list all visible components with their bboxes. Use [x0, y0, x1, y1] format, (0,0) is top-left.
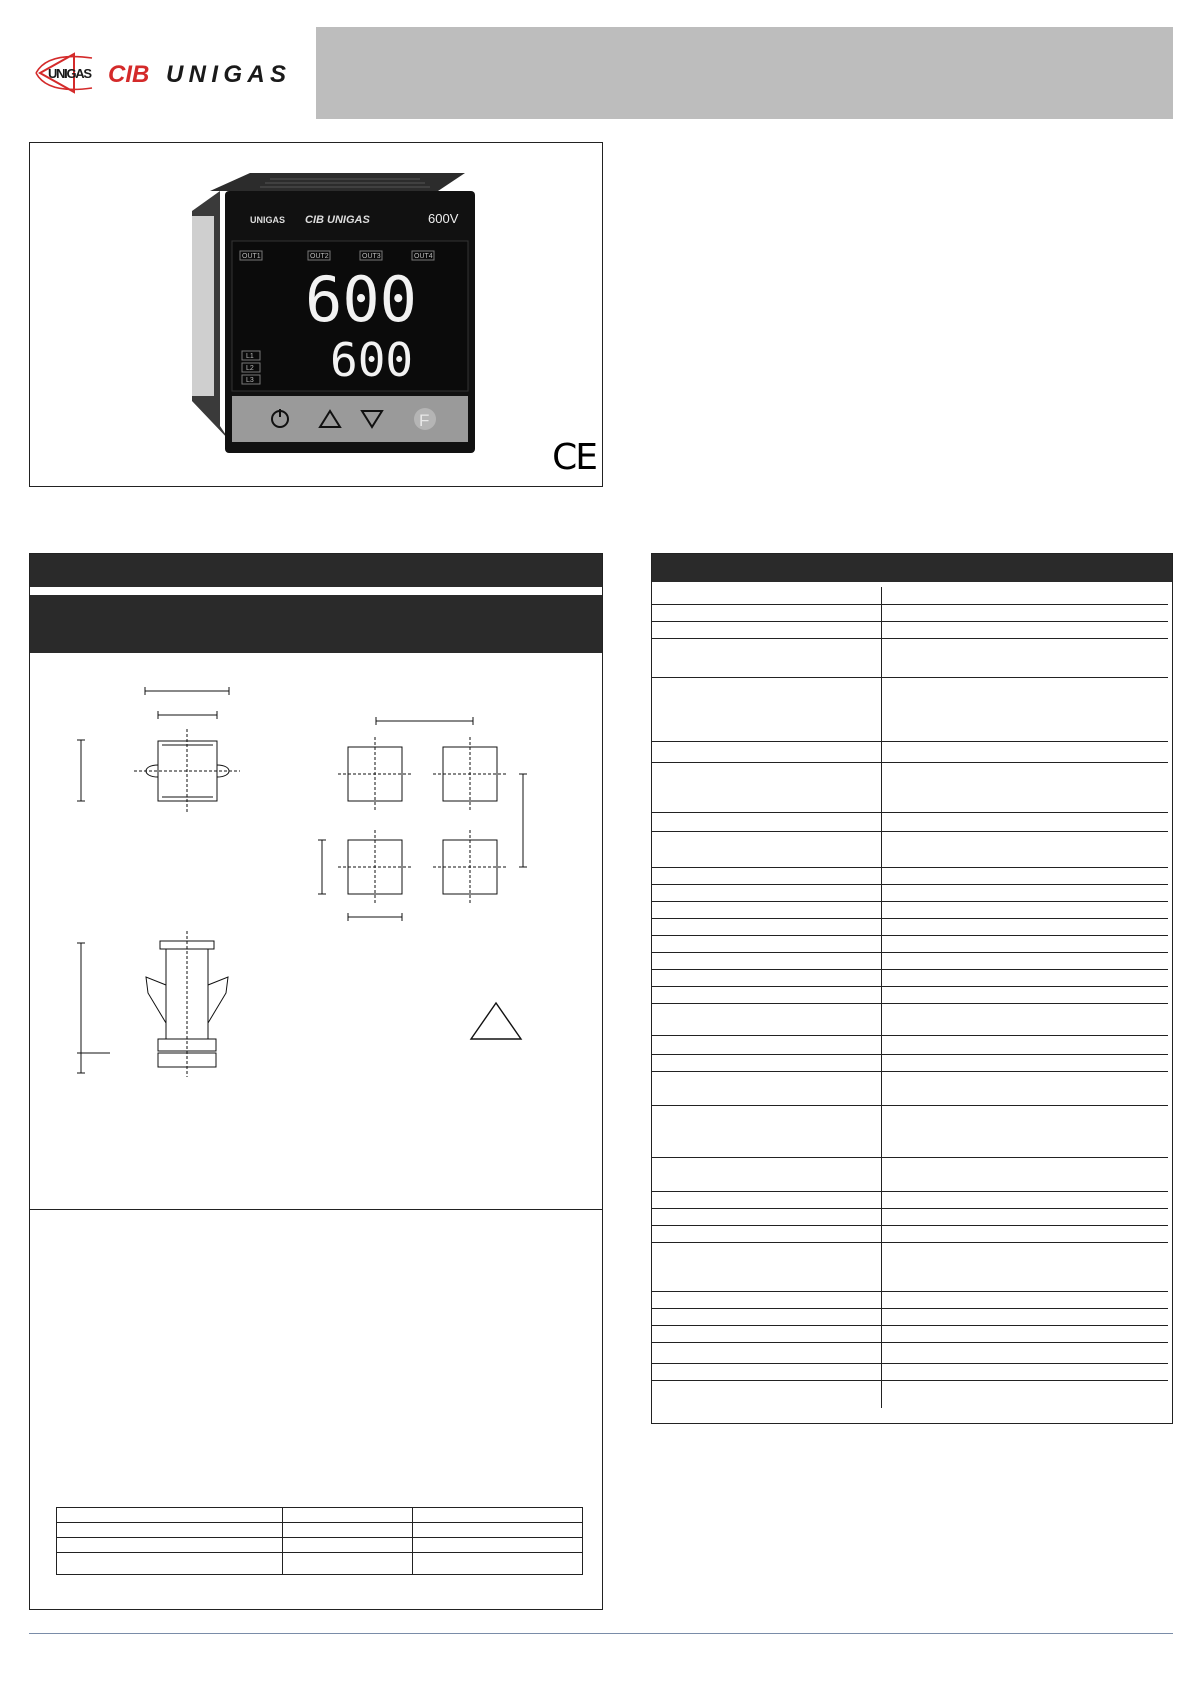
table-row [652, 1105, 1168, 1157]
table-row [652, 1035, 1168, 1054]
controller-600v-photo [190, 171, 480, 461]
cib-unigas-logo [34, 50, 290, 96]
svg-text:OUT4: OUT4 [414, 253, 433, 260]
logo-cib-text: CIB [108, 61, 150, 88]
table-row [652, 1071, 1168, 1105]
table-row [57, 1523, 583, 1538]
table-row [652, 969, 1168, 986]
table-row [652, 812, 1168, 831]
table-row [652, 1380, 1168, 1408]
table-row [652, 1003, 1168, 1035]
table-row [652, 604, 1168, 621]
panel-divider [30, 1209, 602, 1210]
svg-text:OUT2: OUT2 [310, 253, 329, 260]
table-row [57, 1553, 583, 1575]
svg-text:F: F [419, 411, 430, 430]
subsection-header-bar [30, 595, 602, 653]
footer-rule [29, 1633, 1173, 1634]
svg-text:UNIGAS: UNIGAS [250, 215, 286, 225]
table-row [652, 884, 1168, 901]
table-row [652, 1208, 1168, 1225]
table-row [652, 918, 1168, 935]
table-row [652, 1157, 1168, 1191]
table-row [652, 986, 1168, 1003]
table-row [652, 587, 1168, 604]
table-row [652, 621, 1168, 638]
table-row [652, 762, 1168, 812]
table-row [652, 935, 1168, 952]
table-row [652, 867, 1168, 884]
specifications-panel [651, 553, 1173, 1424]
dimension-drawings [30, 653, 602, 1111]
table-row [652, 741, 1168, 762]
display-bottom: 600 [330, 333, 414, 387]
spec-header-bar [652, 554, 1172, 582]
table-row [57, 1538, 583, 1553]
svg-text:OUT3: OUT3 [362, 253, 381, 260]
product-photo-box [29, 142, 603, 487]
ce-mark: CE [552, 437, 596, 478]
table-row [652, 1342, 1168, 1363]
table-row [652, 638, 1168, 677]
table-row [652, 1291, 1168, 1308]
table-row [652, 677, 1168, 741]
table-row [652, 1191, 1168, 1208]
table-row [652, 1325, 1168, 1342]
table-row [652, 952, 1168, 969]
section-header-bar [30, 554, 602, 587]
logo-unigas-text: UNIGAS [166, 61, 286, 88]
table-row [652, 1054, 1168, 1071]
logo-badge-text: UNIGAS [48, 66, 92, 81]
table-row [57, 1508, 583, 1523]
spec-table [652, 587, 1168, 1408]
svg-text:CIB UNIGAS: CIB UNIGAS [305, 214, 370, 226]
table-row [652, 1242, 1168, 1291]
model-label: 600V [428, 211, 459, 226]
dimensions-panel [29, 553, 603, 1610]
table-row [652, 901, 1168, 918]
header-band [316, 27, 1173, 119]
table-row [652, 1363, 1168, 1380]
table-row [652, 1308, 1168, 1325]
svg-text:L1: L1 [246, 353, 254, 360]
display-top: 600 [305, 263, 417, 336]
svg-text:L2: L2 [246, 365, 254, 372]
table-row [652, 1225, 1168, 1242]
small-table [56, 1507, 583, 1575]
svg-text:L3: L3 [246, 377, 254, 384]
svg-text:OUT1: OUT1 [242, 253, 261, 260]
table-row [652, 831, 1168, 867]
